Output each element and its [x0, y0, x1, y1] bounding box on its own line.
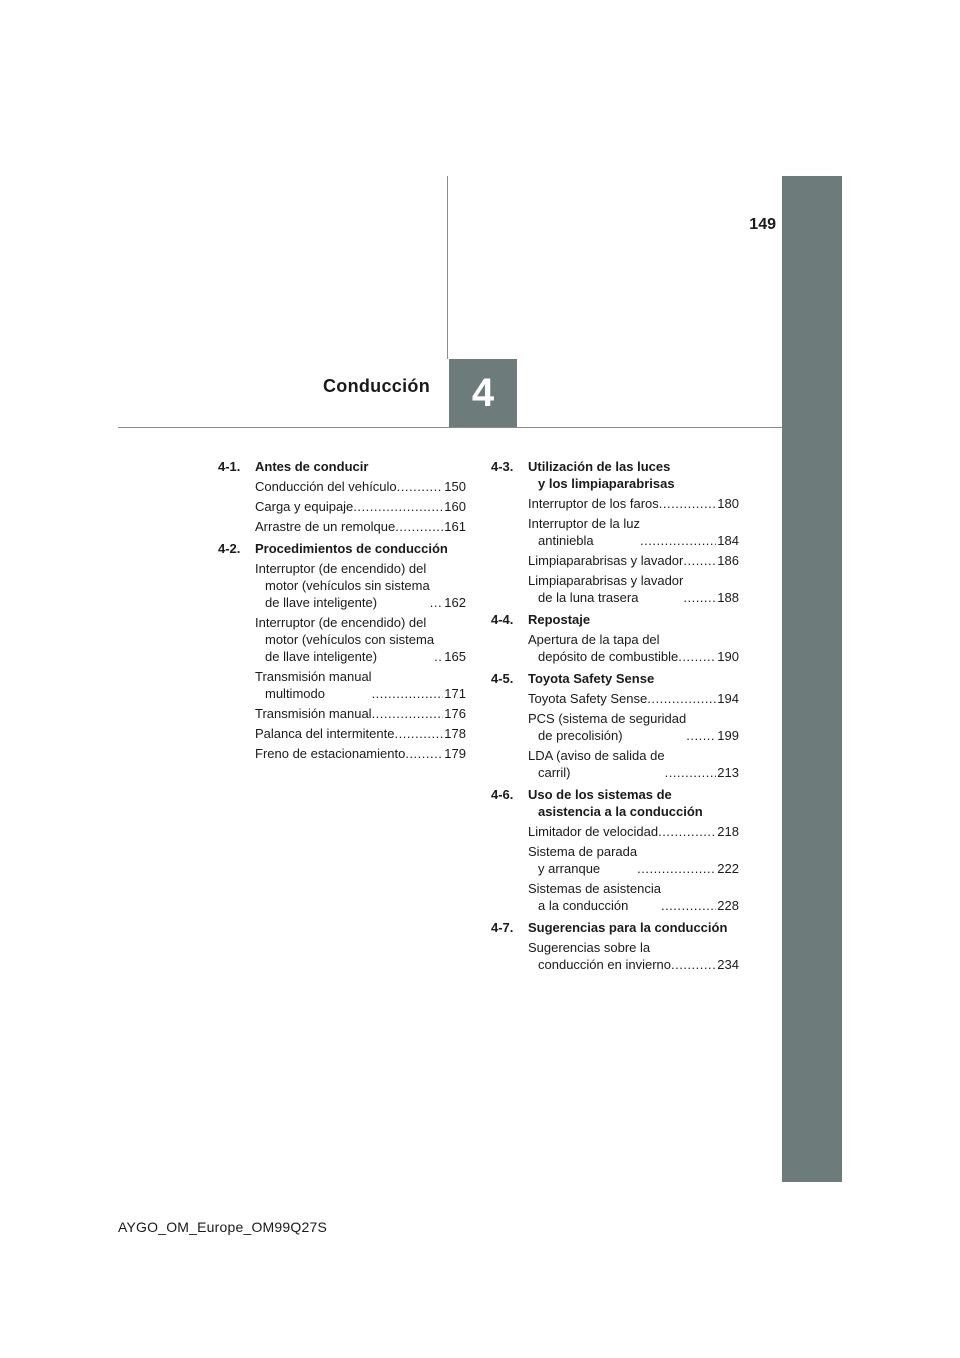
entry-page-number: 190: [717, 649, 739, 664]
section-heading[interactable]: [218, 458, 466, 475]
toc-entry[interactable]: [218, 725, 466, 742]
entry-text: Transmisión manual: [255, 706, 372, 721]
dot-leader: [640, 532, 716, 549]
dot-leader: [353, 498, 443, 515]
entry-page-number: 171: [444, 686, 466, 701]
dot-leader: [678, 648, 716, 665]
toc-section: [491, 786, 739, 914]
chapter-number-box: [449, 359, 517, 427]
dot-leader: [665, 764, 717, 781]
toc-entry[interactable]: [491, 843, 739, 877]
entry-text: Apertura de la tapa del depósito de combustible: [528, 632, 679, 664]
dot-leader: [686, 727, 716, 744]
dot-leader: [637, 860, 716, 877]
toc-section: [218, 458, 466, 535]
entry-page-number: 162: [444, 595, 466, 610]
entry-page-number: 222: [717, 861, 739, 876]
toc-entry[interactable]: [491, 515, 739, 549]
page-number: 149: [749, 216, 776, 233]
entry-page-number: 213: [717, 765, 739, 780]
dot-leader: [430, 594, 444, 611]
toc-column-left: [218, 458, 466, 767]
toc-section: [491, 611, 739, 665]
toc-section: [491, 670, 739, 781]
entry-text: Limitador de velocidad: [528, 824, 659, 839]
entry-page-number: 186: [717, 553, 739, 568]
section-heading[interactable]: [218, 540, 466, 557]
section-title: Utilización de las luces y los limpiaparabrisas: [528, 459, 675, 491]
chapter-side-tab: [782, 176, 842, 1182]
toc-entry[interactable]: [218, 560, 466, 611]
section-title: Antes de conducir: [255, 459, 369, 474]
dot-leader: [434, 648, 443, 665]
dot-leader: [661, 897, 716, 914]
header-vertical-rule: [447, 176, 448, 359]
section-heading[interactable]: [491, 919, 739, 936]
entry-page-number: 161: [444, 519, 466, 534]
toc-section: [491, 919, 739, 973]
toc-entry[interactable]: [491, 495, 739, 512]
dot-leader: [397, 478, 444, 495]
entry-text: LDA (aviso de salida de carril): [528, 748, 665, 780]
entry-text: Limpiaparabrisas y lavador de la luna trasera: [528, 573, 684, 605]
entry-page-number: 180: [717, 496, 739, 511]
dot-leader: [394, 725, 443, 742]
toc-entry[interactable]: [218, 745, 466, 762]
section-title: Uso de los sistemas de asistencia a la conducción: [528, 787, 703, 819]
dot-leader: [683, 552, 716, 569]
dot-leader: [405, 745, 443, 762]
entry-text: Carga y equipaje: [255, 499, 354, 514]
section-number: 4-5.: [491, 671, 514, 686]
entry-text: Interruptor de los faros: [528, 496, 659, 511]
entry-text: Sugerencias sobre la conducción en invierno: [528, 940, 671, 972]
dot-leader: [658, 823, 716, 840]
entry-page-number: 160: [444, 499, 466, 514]
entry-page-number: 150: [444, 479, 466, 494]
toc-entry[interactable]: [491, 690, 739, 707]
toc-entry[interactable]: [491, 572, 739, 606]
toc-entry[interactable]: [491, 552, 739, 569]
dot-leader: [372, 705, 444, 722]
section-title: Toyota Safety Sense: [528, 671, 655, 686]
entry-page-number: 218: [717, 824, 739, 839]
toc-entry[interactable]: [218, 478, 466, 495]
section-number: 4-4.: [491, 612, 514, 627]
dot-leader: [372, 685, 444, 702]
toc-section: [491, 458, 739, 606]
entry-text: Sistema de parada y arranque: [528, 844, 638, 876]
toc-entry[interactable]: [218, 614, 466, 665]
entry-page-number: 194: [717, 691, 739, 706]
section-title: Sugerencias para la conducción: [528, 920, 728, 935]
toc-entry[interactable]: [491, 710, 739, 744]
header-horizontal-rule: [118, 427, 782, 428]
entry-text: Palanca del intermitente: [255, 726, 395, 741]
section-heading[interactable]: [491, 458, 739, 492]
section-heading[interactable]: [491, 670, 739, 687]
entry-page-number: 188: [717, 590, 739, 605]
dot-leader: [683, 589, 716, 606]
section-heading[interactable]: [491, 611, 739, 628]
toc-section: [218, 540, 466, 762]
entry-text: Interruptor (de encendido) del motor (vehículos con sistema de llave inteligente): [255, 615, 435, 664]
document-footer: AYGO_OM_Europe_OM99Q27S: [118, 1219, 327, 1235]
entry-text: PCS (sistema de seguridad de precolisión): [528, 711, 687, 743]
section-heading[interactable]: [491, 786, 739, 820]
entry-text: Interruptor de la luz antiniebla: [528, 516, 641, 548]
entry-page-number: 178: [444, 726, 466, 741]
dot-leader: [647, 690, 716, 707]
toc-column-right: [491, 458, 739, 978]
dot-leader: [659, 495, 717, 512]
dot-leader: [671, 956, 716, 973]
section-number: 4-7.: [491, 920, 514, 935]
chapter-number: 4: [471, 370, 495, 415]
toc-entry[interactable]: [218, 668, 466, 702]
section-title: Procedimientos de conducción: [255, 541, 448, 556]
entry-page-number: 165: [444, 649, 466, 664]
section-number: 4-1.: [218, 459, 241, 474]
entry-page-number: 176: [444, 706, 466, 721]
entry-text: Arrastre de un remolque: [255, 519, 396, 534]
entry-text: Limpiaparabrisas y lavador: [528, 553, 684, 568]
entry-page-number: 228: [717, 898, 739, 913]
chapter-title: Conducción: [323, 376, 430, 396]
toc-entry[interactable]: [218, 518, 466, 535]
entry-text: Transmisión manual multimodo: [255, 669, 372, 701]
entry-page-number: 199: [717, 728, 739, 743]
toc-entry[interactable]: [491, 823, 739, 840]
entry-text: Conducción del vehículo: [255, 479, 397, 494]
toc-entry[interactable]: [491, 939, 739, 973]
toc-entry[interactable]: [218, 705, 466, 722]
section-number: 4-2.: [218, 541, 241, 556]
toc-entry[interactable]: [491, 631, 739, 665]
dot-leader: [395, 518, 443, 535]
entry-text: Freno de estacionamiento: [255, 746, 406, 761]
section-title: Repostaje: [528, 612, 591, 627]
entry-page-number: 179: [444, 746, 466, 761]
entry-text: Interruptor (de encendido) del motor (vehículos sin sistema de llave inteligente): [255, 561, 430, 610]
entry-page-number: 234: [717, 957, 739, 972]
section-number: 4-6.: [491, 787, 514, 802]
toc-entry[interactable]: [491, 880, 739, 914]
section-number: 4-3.: [491, 459, 514, 474]
toc-entry[interactable]: [491, 747, 739, 781]
entry-text: Sistemas de asistencia a la conducción: [528, 881, 661, 913]
toc-entry[interactable]: [218, 498, 466, 515]
entry-text: Toyota Safety Sense: [528, 691, 648, 706]
entry-page-number: 184: [717, 533, 739, 548]
